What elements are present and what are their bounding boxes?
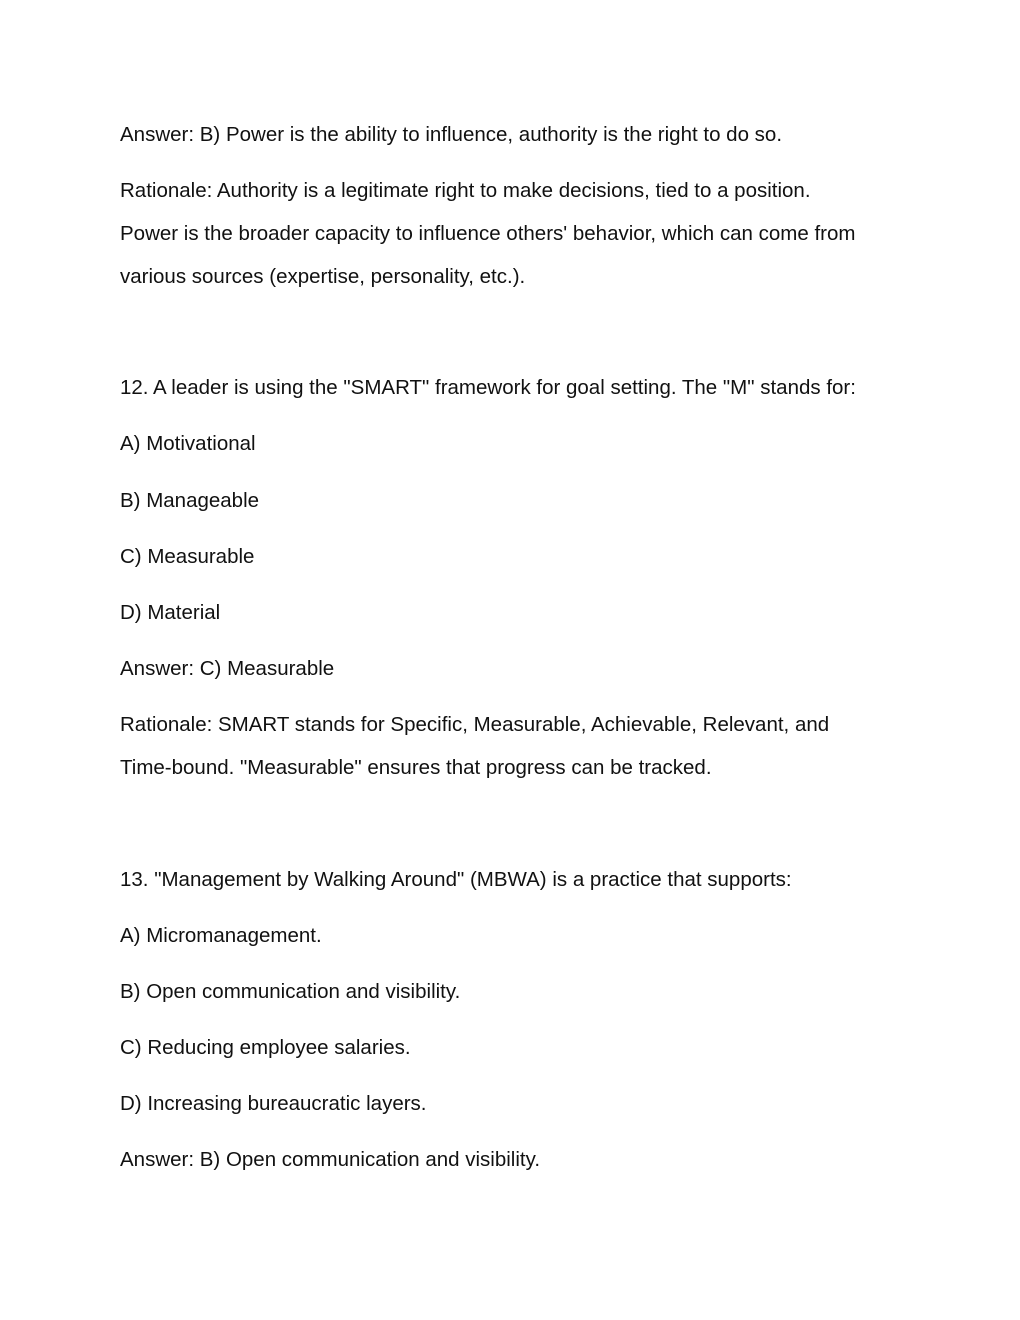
q11-rationale-line: Rationale: Authority is a legitimate right to make decisions, tied to a position.: [120, 179, 811, 202]
q11-rationale-line: Power is the broader capacity to influence others' behavior, which can come from: [120, 222, 856, 245]
q12-option-a: A) Motivational: [120, 432, 256, 455]
q13-question: 13. "Management by Walking Around" (MBWA) is a practice that supports:: [120, 868, 792, 891]
q12-option-d: D) Material: [120, 601, 221, 624]
q12-rationale-line: Time-bound. "Measurable" ensures that progress can be tracked.: [120, 756, 712, 779]
q13-option-c: C) Reducing employee salaries.: [120, 1036, 411, 1059]
q11-answer: Answer: B) Power is the ability to influence, authority is the right to do so.: [120, 123, 783, 146]
q12-rationale: [120, 703, 910, 789]
q12-question: 12. A leader is using the "SMART" framework for goal setting. The "M" stands for:: [120, 376, 856, 399]
q11-rationale: [120, 169, 910, 298]
q11-rationale-line: various sources (expertise, personality, etc.).: [120, 265, 526, 288]
q12-option-b: B) Manageable: [120, 489, 260, 512]
q13-option-a: A) Micromanagement.: [120, 924, 322, 947]
q13-option-b: B) Open communication and visibility.: [120, 980, 461, 1003]
q12-rationale-line: Rationale: SMART stands for Specific, Measurable, Achievable, Relevant, and: [120, 713, 830, 736]
q12-answer: Answer: C) Measurable: [120, 657, 335, 680]
q12-option-c: C) Measurable: [120, 545, 255, 568]
q13-option-d: D) Increasing bureaucratic layers.: [120, 1092, 427, 1115]
document-page: [120, 0, 910, 1320]
q13-answer: Answer: B) Open communication and visibility.: [120, 1148, 541, 1171]
